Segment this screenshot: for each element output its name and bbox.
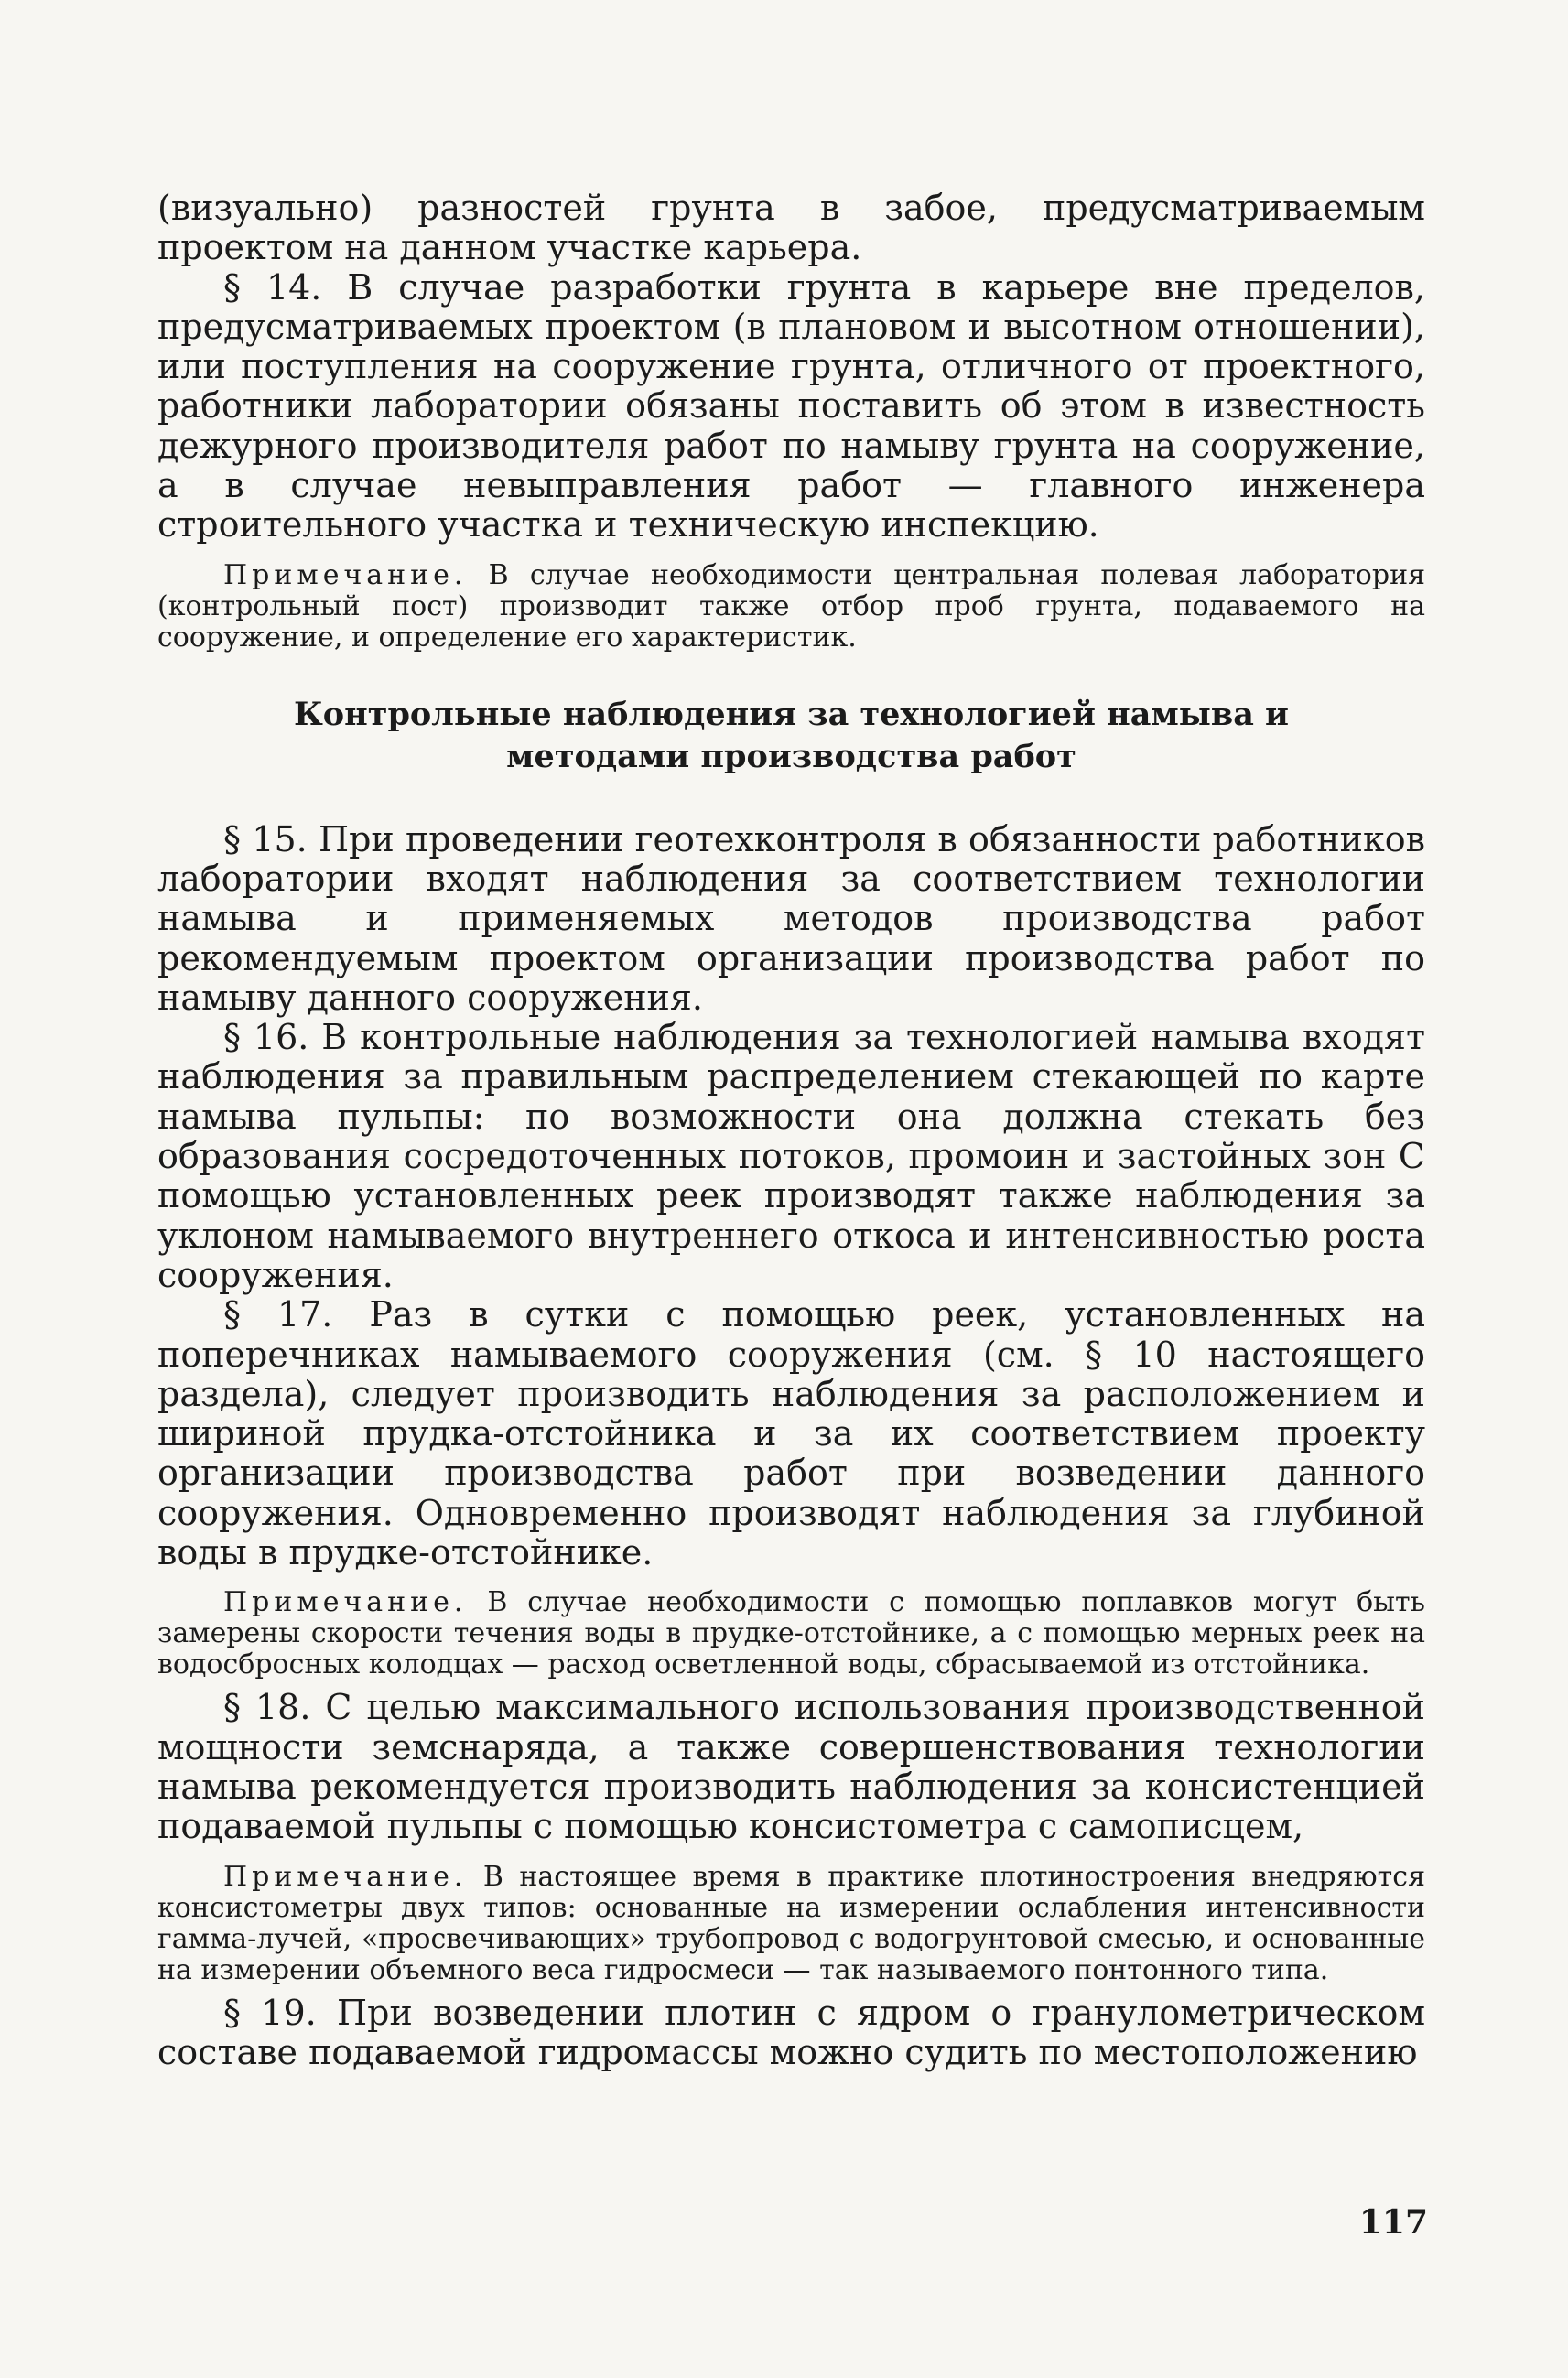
note-label: Примечание. xyxy=(223,1860,468,1893)
section-heading-line-2: методами производства работ xyxy=(506,737,1076,775)
paragraph-continuation: (визуально) разностей грунта в забое, предусматриваемым проектом на данном участке карьера. xyxy=(157,188,1425,268)
page-number: 117 xyxy=(1358,2203,1428,2242)
note-1 xyxy=(157,560,1425,654)
note-1-text: В случае необходимости центральная полевая лаборатория (контрольный пост) производит также отбор проб грунта, подаваемого на сооружение, и определение его характеристик. xyxy=(157,558,1425,654)
paragraph-section-17: § 17. Раз в сутки с помощью реек, установленных на поперечниках намываемого сооружения (см. § 10 настоящего раздела), следует производить наблюдения за расположением и шириной прудка-отстойника и за их соответствием проекту организации производства работ при возведении данного сооружения. Одновременно производят наблюдения за глубиной воды в прудке-отстойнике. xyxy=(157,1294,1425,1573)
note-2-text: В случае необходимости с помощью поплавков могут быть замерены скорости течения воды в прудке-отстойнике, а с помощью мерных реек на водосбросных колодцах — расход осветленной воды, сбрасываемой из отстойника. xyxy=(157,1586,1425,1681)
paragraph-section-19: § 19. При возведении плотин с ядром о гранулометрическом составе подаваемой гидромассы можно судить по местоположению xyxy=(157,1992,1425,2072)
paragraph-section-15: § 15. При проведении геотехконтроля в обязанности работников лаборатории входят наблюдения за соответствием технологии намыва и применяемых методов производства работ рекомендуемым проектом организации производства работ по намыву данного сооружения. xyxy=(157,818,1425,1018)
note-3-text: В настоящее время в практике плотиностроения внедряются консистометры двух типов: основанные на измерении ослабления интенсивности гамма-лучей, «просвечивающих» трубопровод с водогрунтовой смесью, и основанные на измерении объемного веса гидросмеси — так называемого понтонного типа. xyxy=(157,1860,1425,1986)
note-3 xyxy=(157,1862,1425,1986)
note-label: Примечание. xyxy=(223,558,468,591)
paragraph-section-18: § 18. С целью максимального использования производственной мощности земснаряда, а также совершенствования технологии намыва рекомендуется производить наблюдения за консистенцией подаваемой пульпы с помощью консистометра с самописцем, xyxy=(157,1687,1425,1847)
note-label: Примечание. xyxy=(223,1586,468,1619)
book-page xyxy=(157,189,1425,2072)
section-heading xyxy=(157,694,1425,778)
section-heading-line-1: Контрольные наблюдения за технологией намыва и xyxy=(293,695,1290,733)
paragraph-section-16: § 16. В контрольные наблюдения за технологией намыва входят наблюдения за правильным распределением стекающей по карте намыва пульпы: по возможности она должна стекать без образования сосредоточенных потоков, промоин и застойных зон С помощью установленных реек производят также наблюдения за уклоном намываемого внутреннего откоса и интенсивностью роста сооружения. xyxy=(157,1017,1425,1295)
paragraph-section-14: § 14. В случае разработки грунта в карьере вне пределов, предусматриваемых проектом (в плановом и высотном отношении), или поступления на сооружение грунта, отличного от проектного, работники лаборатории обязаны поставить об этом в известность дежурного производителя работ по намыву грунта на сооружение, а в случае невыправления работ — главного инженера строительного участка и техническую инспекцию. xyxy=(157,266,1425,546)
note-2 xyxy=(157,1587,1425,1681)
